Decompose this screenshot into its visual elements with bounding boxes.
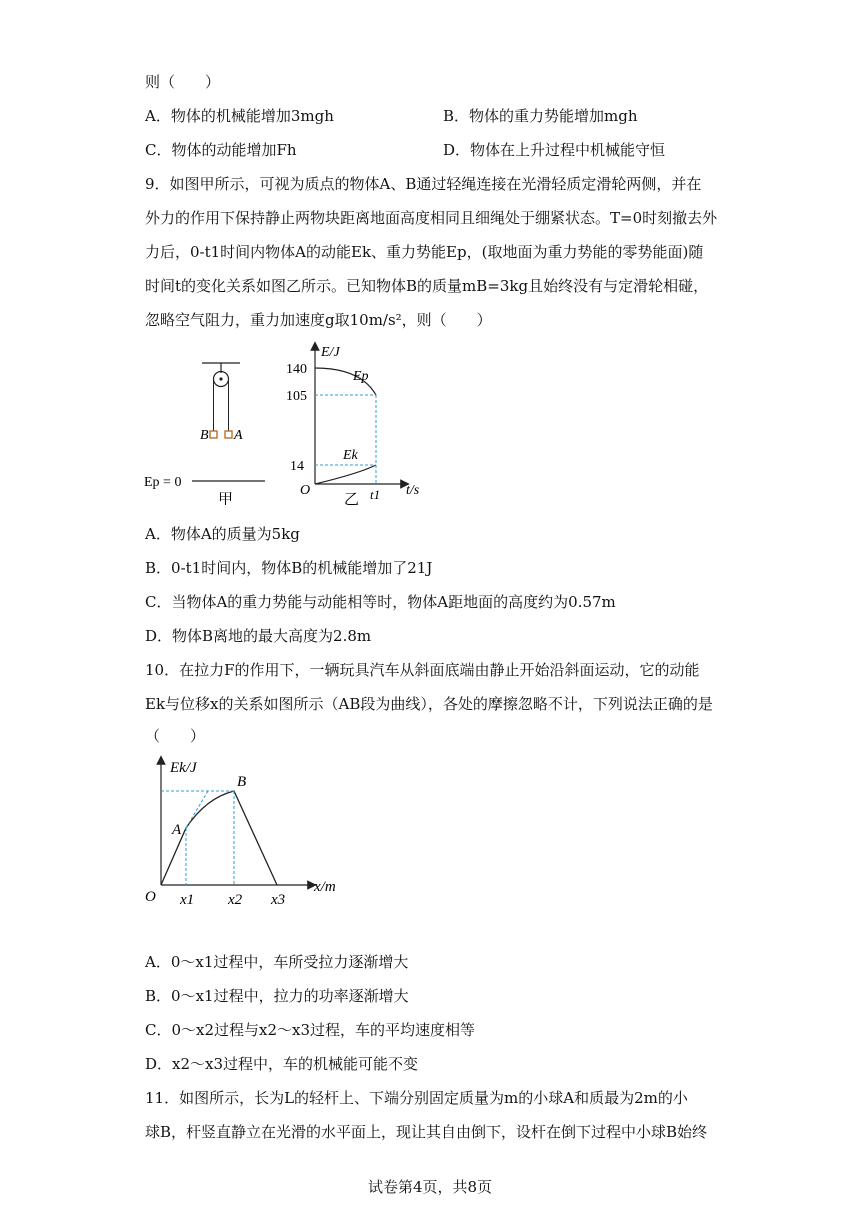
- q10-option-d: D．x2～x3过程中，车的机械能可能不变: [145, 1055, 419, 1073]
- q9-figure-jia: [140, 355, 275, 505]
- ytick-14: 14: [290, 459, 304, 474]
- q10-option-b: B．0～x1过程中，拉力的功率逐渐增大: [145, 987, 409, 1005]
- q9-stem-line-2: 外力的作用下保持静止两物块距离地面高度相同且细绳处于绷紧状态。T=0时刻撤去外: [145, 209, 718, 227]
- y-axis-label: Ek/J: [170, 760, 197, 776]
- q9-stem-line-4: 时间t的变化关系如图乙所示。已知物体B的质量mB=3kg且始终没有与定滑轮相碰，: [145, 277, 709, 295]
- label-ep-zero: Ep = 0: [144, 475, 182, 490]
- label-block-b: B: [200, 428, 209, 443]
- ek-curve: [161, 791, 277, 885]
- y-axis-label: E/J: [321, 345, 340, 360]
- point-b-label: B: [237, 774, 247, 790]
- origin-label: O: [300, 483, 311, 498]
- q8-option-c: C．物体的动能增加Fh: [145, 141, 297, 159]
- ek-curve: [315, 465, 376, 484]
- q11-stem-line-2: 球B，杆竖直静立在光滑的水平面上，现让其自由倒下，设杆在倒下过程中小球B始终: [145, 1123, 708, 1141]
- ep-label: Ep: [353, 369, 369, 384]
- block-a: [225, 431, 232, 438]
- ek-label: Ek: [343, 448, 358, 463]
- q8-option-a: A．物体的机械能增加3mgh: [145, 107, 334, 125]
- x3-label: x3: [271, 892, 286, 908]
- t1-label: t1: [370, 487, 381, 502]
- ytick-140: 140: [286, 362, 307, 377]
- caption-yi: 乙: [344, 492, 360, 508]
- q10-stem-line-1: 10．在拉力F的作用下，一辆玩具汽车从斜面底端由静止开始沿斜面运动，它的动能: [145, 661, 700, 679]
- x2-label: x2: [228, 892, 243, 908]
- q8-option-d: D．物体在上升过程中机械能守恒: [443, 141, 666, 159]
- q8-stem-tail: 则（ ）: [145, 73, 221, 91]
- q9-stem-line-3: 力后，0-t1时间内物体A的动能Ek、重力势能Ep，(取地面为重力势能的零势能面)随: [145, 243, 704, 261]
- q9-option-c: C．当物体A的重力势能与动能相等时，物体A距地面的高度约为0.57m: [145, 593, 616, 611]
- q10-stem-line-2: Ek与位移x的关系如图所示（AB段为曲线），各处的摩擦忽略不计，下列说法正确的是: [145, 695, 713, 713]
- q9-stem-line-1: 9．如图甲所示，可视为质点的物体A、B通过轻绳连接在光滑轻质定滑轮两侧，并在: [145, 175, 702, 193]
- q10-option-c: C．0～x2过程与x2～x3过程，车的平均速度相等: [145, 1021, 476, 1039]
- label-block-a: A: [234, 428, 243, 443]
- ytick-105: 105: [286, 389, 307, 404]
- q11-stem-line-1: 11．如图所示，长为L的轻杆上、下端分别固定质量为m的小球A和质最为2m的小: [145, 1089, 688, 1107]
- page-footer: 试卷第4页，共8页: [367, 1178, 493, 1196]
- q9-figure-yi: [280, 338, 430, 510]
- q9-option-d: D．物体B离地的最大高度为2.8m: [145, 627, 372, 645]
- origin-label: O: [145, 889, 156, 905]
- q10-stem-line-3: （ ）: [145, 727, 206, 745]
- q10-figure: [140, 752, 370, 910]
- pulley-axle: [219, 377, 222, 380]
- dashed-tangent: [186, 791, 208, 828]
- x1-label: x1: [180, 892, 195, 908]
- q8-option-b: B．物体的重力势能增加mgh: [443, 107, 638, 125]
- q9-stem-line-5: 忽略空气阻力，重力加速度g取10m/s²，则（ ）: [145, 311, 492, 329]
- q9-option-a: A．物体A的质量为5kg: [145, 525, 300, 543]
- point-a-label: A: [172, 822, 182, 838]
- q10-option-a: A．0～x1过程中，车所受拉力逐渐增大: [145, 953, 409, 971]
- block-b: [210, 431, 217, 438]
- x-axis-label: x/m: [314, 879, 336, 895]
- caption-jia: 甲: [218, 492, 234, 505]
- x-axis-label: t/s: [406, 483, 420, 498]
- q9-option-b: B．0-t1时间内，物体B的机械能增加了21J: [145, 559, 433, 577]
